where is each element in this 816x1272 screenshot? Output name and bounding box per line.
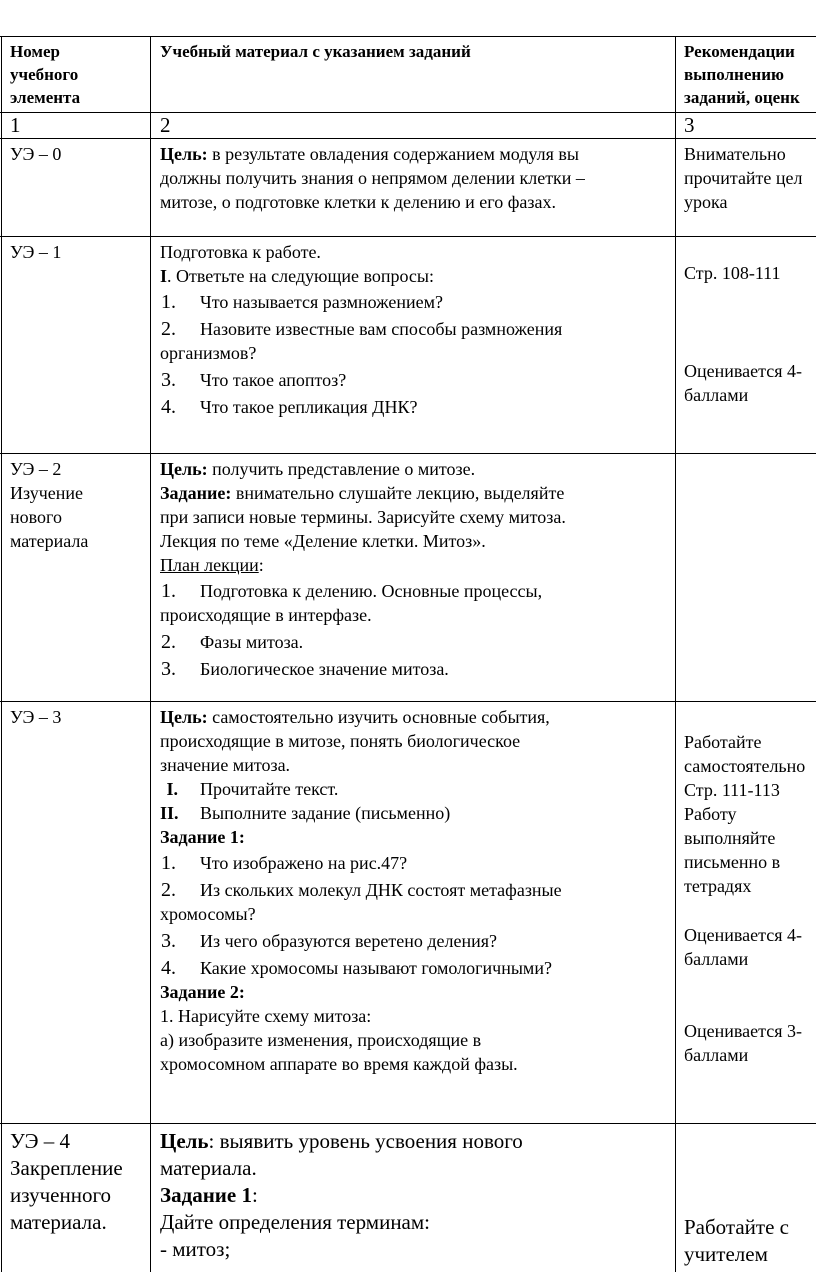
list-item: 1. Что называется размножением?: [161, 291, 443, 313]
goal-label: Цель:: [160, 144, 208, 164]
row-0-recommendation: Внимательно прочитайте цел урока: [684, 144, 803, 212]
col-border-left: [1, 36, 2, 1272]
row-1-material: Подготовка к работе. I. Ответьте на следующие вопросы: 1. Что называется размножением? 2. Назовите известные вам способы размножения организмов? 3. Что такое апоптоз? 4. Что такое репликация ДНК?: [160, 240, 670, 419]
row-1-score: Оценивается 4- баллами: [684, 361, 802, 405]
list-item: 3. Что такое апоптоз?: [161, 369, 347, 391]
list-item: 3. Биологическое значение митоза.: [161, 658, 449, 680]
row-3-score-2: Оценивается 3- баллами: [684, 1021, 802, 1065]
row-0-material: Цель: в результате овладения содержанием модуля вы должны получить знания о непрямом делении клетки – митозе, о подготовке клетки к делению и его фазах.: [160, 144, 585, 212]
row-divider: [0, 701, 816, 702]
list-item: I. Прочитайте текст.: [166, 779, 339, 799]
row-1-id: УЭ – 1: [10, 242, 62, 262]
row-3-recommendation: Работайте самостоятельно Стр. 111-113 Работу выполняйте письменно в тетрадях: [684, 732, 806, 896]
col-divider: [675, 36, 676, 1272]
row-2-material: Цель: получить представление о митозе. Задание: внимательно слушайте лекцию, выделяйте при записи новые термины. Зарисуйте схему митоза. Лекция по теме «Деление клетки. Митоз». План лекции: 1. Подготовка к делению. Основные процессы, происходящие в интерфазе. 2. Фазы митоза. 3. Биологическое значение митоза.: [160, 457, 670, 681]
list-item: 2. Назовите известные вам способы размножения: [161, 318, 563, 340]
col-divider: [150, 36, 151, 1272]
row-3-score-1: Оценивается 4- баллами: [684, 925, 802, 969]
row-2-id: УЭ – 2 Изучение нового материала: [10, 459, 89, 551]
header-col-material: Учебный материал с указанием заданий: [160, 42, 471, 61]
row-4-material: Цель: выявить уровень усвоения нового материала. Задание 1: Дайте определения терминам: - митоз;: [160, 1129, 523, 1261]
row-divider: [0, 236, 816, 237]
row-0-id: УЭ – 0: [10, 144, 62, 164]
row-divider: [0, 453, 816, 454]
header-col-number: Номер учебного элемента: [10, 42, 81, 107]
list-item: 4. Какие хромосомы называют гомологичными?: [161, 957, 552, 979]
list-item: 2. Из скольких молекул ДНК состоят метафазные: [161, 879, 562, 901]
table-border-top: [0, 36, 816, 37]
list-item: 1. Что изображено на рис.47?: [161, 852, 408, 874]
row-4-id: УЭ – 4 Закрепление изученного материала.: [10, 1129, 123, 1234]
column-number-3: 3: [684, 113, 695, 137]
row-3-id: УЭ – 3: [10, 707, 62, 727]
row-4-recommendation: Работайте с учителем: [684, 1215, 789, 1266]
row-1-page-ref: Стр. 108-111: [684, 263, 781, 283]
column-number-1: 1: [10, 113, 21, 137]
list-item: 3. Из чего образуются веретено деления?: [161, 930, 498, 952]
list-item: 2. Фазы митоза.: [161, 631, 304, 653]
column-number-2: 2: [160, 113, 171, 137]
row-divider: [0, 1123, 816, 1124]
row-3-material: Цель: самостоятельно изучить основные события, происходящие в митозе, понять биологическое значение митоза. I. Прочитайте текст. II. Выполните задание (письменно) Задание 1: 1. Что изображено на рис.47? 2. Из скольких молекул ДНК состоят метафазные хромосомы? 3. Из чего образуются веретено деления? 4. Какие хромосомы называют гомологичными? Задание 2: 1. Нарисуйте схему митоза: а) изобразите изменения, происходящие в хромосомном аппарате во время каждой фазы.: [160, 705, 670, 1076]
header-col-recommendations: Рекомендации выполнению заданий, оценк: [684, 42, 800, 107]
list-item: 4. Что такое репликация ДНК?: [161, 396, 418, 418]
list-item: 1. Подготовка к делению. Основные процессы,: [161, 580, 543, 602]
list-item: II. Выполните задание (письменно): [160, 803, 451, 823]
